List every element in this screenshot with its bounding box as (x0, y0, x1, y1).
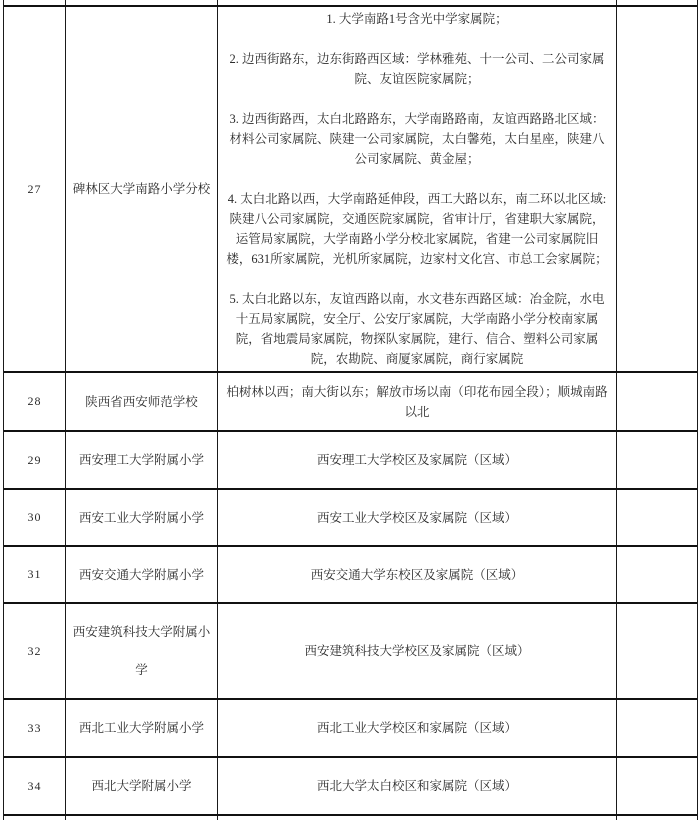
school-district-table (3, 0, 698, 820)
row-number: 30 (4, 490, 66, 545)
district-description: 西北工业大学校区和家属院（区域） (218, 700, 617, 756)
notes-cell-empty (617, 490, 697, 545)
district-cell (218, 816, 617, 820)
district-description (218, 7, 617, 371)
table-row-partial-top (4, 0, 697, 7)
school-name: 陕西省西安师范学校 (66, 373, 218, 430)
district-description: 柏树林以西；南大街以东；解放市场以南（印花布园全段）；顺城南路以北 (218, 373, 617, 430)
school-name: 西安工业大学附属小学 (66, 490, 218, 545)
table-row-29 (4, 432, 697, 490)
table-row-28 (4, 373, 697, 432)
district-item-3: 3. 边西街路西，太白北路路东，大学南路路南，友谊西路路北区域：材料公司家属院、陕建一公司家属院，太白馨苑，太白星座，陕建八公司家属院、黄金屋； (229, 112, 605, 166)
table-row-33 (4, 700, 697, 758)
district-description: 西安交通大学东校区及家属院（区域） (218, 547, 617, 602)
school-name: 西安理工大学附属小学 (66, 432, 218, 488)
school-name: 西北大学附属小学 (66, 758, 218, 814)
row-number: 27 (4, 7, 66, 371)
table-row-31 (4, 547, 697, 604)
table-row-partial-bottom (4, 816, 697, 820)
district-description: 西北大学太白校区和家属院（区域） (218, 758, 617, 814)
district-item-5: 5. 太白北路以东，友谊西路以南，水文巷东西路区域：冶金院，水电十五局家属院，安全厅、公安厅家属院，大学南路小学分校南家属院，省地震局家属院，物探队家属院，建行、信合、塑料公司家属院，农勘院、商厦家属院，商行家属院 (229, 292, 605, 366)
row-number-cell (4, 816, 66, 820)
notes-cell-empty (617, 700, 697, 756)
row-number: 33 (4, 700, 66, 756)
notes-cell-empty (617, 7, 697, 371)
district-description: 西安理工大学校区及家属院（区域） (218, 432, 617, 488)
table-row-32 (4, 604, 697, 700)
row-number: 29 (4, 432, 66, 488)
notes-cell-empty (617, 432, 697, 488)
row-number: 34 (4, 758, 66, 814)
table-row-27 (4, 7, 697, 373)
notes-cell-empty (617, 547, 697, 602)
table-row-34 (4, 758, 697, 816)
district-cell (218, 0, 617, 5)
notes-cell-empty (617, 604, 697, 698)
notes-cell (617, 0, 697, 5)
district-description: 西安工业大学校区及家属院（区域） (218, 490, 617, 545)
row-number: 31 (4, 547, 66, 602)
notes-cell-empty (617, 373, 697, 430)
school-name: 西安建筑科技大学附属小学 (66, 604, 218, 698)
row-number-cell (4, 0, 66, 5)
school-name: 西北工业大学附属小学 (66, 700, 218, 756)
district-item-1: 1. 大学南路1号含光中学家属院； (326, 12, 508, 26)
row-number: 32 (4, 604, 66, 698)
notes-cell (617, 816, 697, 820)
notes-cell-empty (617, 758, 697, 814)
table-row-30 (4, 490, 697, 547)
school-name-cell (66, 816, 218, 820)
district-item-2: 2. 边西街路东，边东街路西区域：学林雅苑、十一公司、二公司家属院、友谊医院家属院； (229, 52, 605, 86)
school-name: 西安交通大学附属小学 (66, 547, 218, 602)
district-description: 西安建筑科技大学校区及家属院（区域） (218, 604, 617, 698)
row-number: 28 (4, 373, 66, 430)
school-name: 碑林区大学南路小学分校 (66, 7, 218, 371)
district-item-4: 4. 太白北路以西，大学南路延伸段，西工大路以东，南二环以北区域:陕建八公司家属院，交通医院家属院，省审计厅，省建职大家属院，运管局家属院，大学南路小学分校北家属院，省建一公司家属院旧楼，631所家属院，光机所家属院，边家村文化宫、市总工会家属院； (226, 192, 608, 266)
school-name-cell (66, 0, 218, 5)
